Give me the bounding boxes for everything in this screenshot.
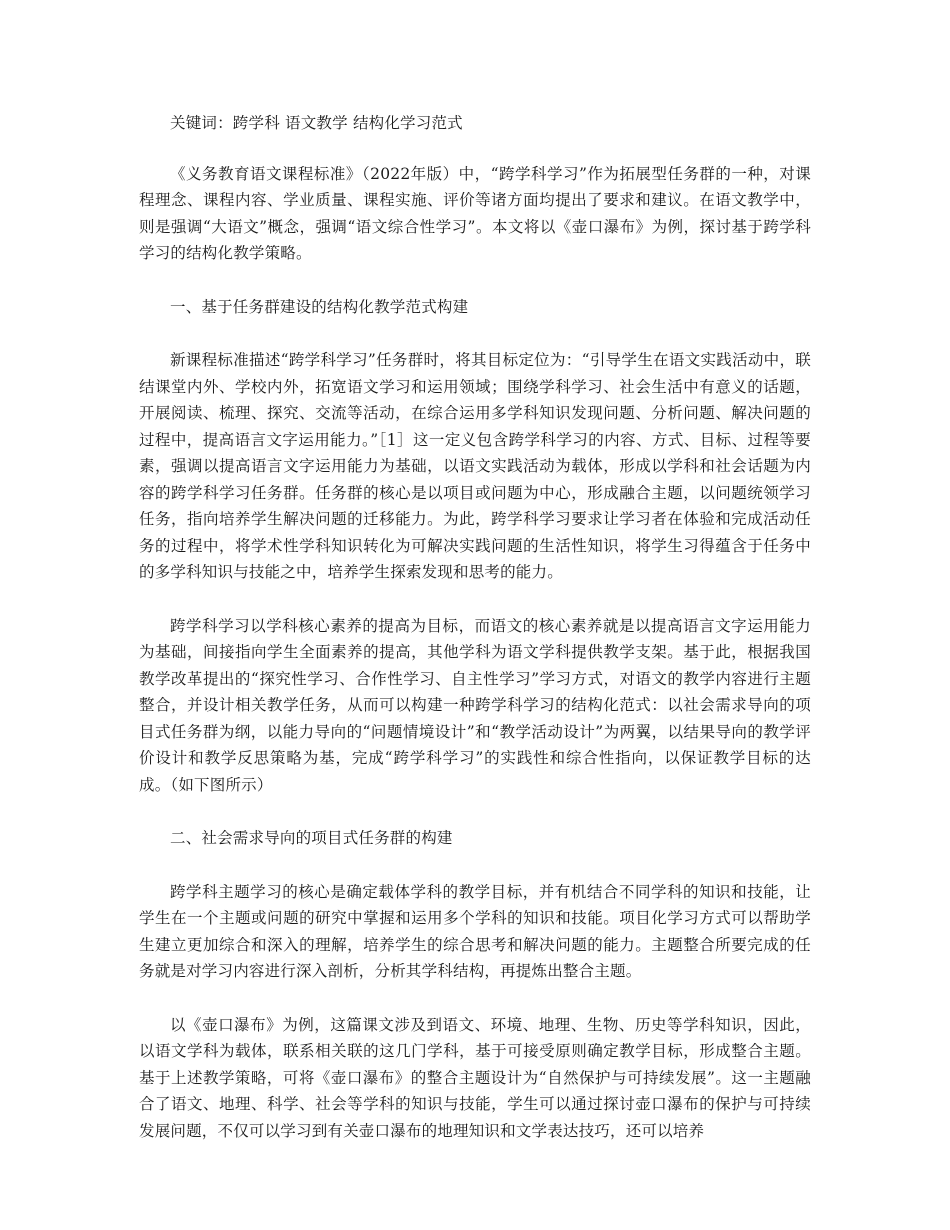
section-1-paragraph-2: 跨学科学习以学科核心素养的提高为目标，而语文的核心素养就是以提高语言文字运用能力为基础，间接指向学生全面素养的提高，其他学科为语文学科提供教学支架。基于此，根据我国教学改革提出的“探究性学习、合作性学习、自主性学习”学习方式，对语文的教学内容进行主题整合，并设计相关教学任务，从而可以构建一种跨学科学习的结构化范式：以社会需求导向的项目式任务群为纲，以能力导向的“问题情境设计”和“教学活动设计”为两翼，以结果导向的教学评价设计和教学反思策略为基，完成“跨学科学习”的实践性和综合性指向，以保证教学目标的达成。（如下图所示） [139,616,811,794]
section-1-heading: 一、基于任务群建设的结构化教学范式构建 [170,297,469,316]
section-2-heading: 二、社会需求导向的项目式任务群的构建 [170,829,453,847]
section-2-paragraph-1: 跨学科主题学习的核心是确定载体学科的教学目标，并有机结合不同学科的知识和技能，让学生在一个主题或问题的研究中掌握和运用多个学科的知识和技能。项目化学习方式可以帮助学生建立更加综合和深入的理解，培养学生的综合思考和解决问题的能力。主题整合所要完成的任务就是对学习内容进行深入剖析，分析其学科结构，再提炼出整合主题。 [139,882,811,980]
intro-paragraph: 《义务教育语文课程标准》（2022年版）中，“跨学科学习”作为拓展型任务群的一种，对课程理念、课程内容、学业质量、课程实施、评价等诸方面均提出了要求和建议。在语文教学中，则是强调“大语文”概念，强调“语文综合性学习”。本文将以《壶口瀑布》为例，探讨基于跨学科学习的结构化教学策略。 [139,164,811,262]
document-body [139,110,811,1144]
section-2-paragraph-2: 以《壶口瀑布》为例，这篇课文涉及到语文、环境、地理、生物、历史等学科知识，因此，以语文学科为载体，联系相关联的这几门学科，基于可接受原则确定教学目标，形成整合主题。基于上述教学策略，可将《壶口瀑布》的整合主题设计为“自然保护与可持续发展”。这一主题融合了语文、地理、科学、社会等学科的知识与技能，学生可以通过探讨壶口瀑布的保护与可持续发展问题，不仅可以学习到有关壶口瀑布的地理知识和文学表达技巧，还可以培养 [139,1015,811,1140]
keywords-line: 关键词：跨学科 语文教学 结构化学习范式 [170,114,463,132]
section-1-paragraph-1: 新课程标准描述“跨学科学习”任务群时，将其目标定位为：“引导学生在语文实践活动中，联结课堂内外、学校内外，拓宽语文学习和运用领域；围绕学科学习、社会生活中有意义的话题，开展阅读、梳理、探究、交流等活动，在综合运用多学科知识发现问题、分析问题、解决问题的过程中，提高语言文字运用能力。”［1］这一定义包含跨学科学习的内容、方式、目标、过程等要素，强调以提高语言文字运用能力为基础，以语文实践活动为载体，形成以学科和社会话题为内容的跨学科学习任务群。任务群的核心是以项目或问题为中心，形成融合主题，以问题统领学习任务，指向培养学生解决问题的迁移能力。为此，跨学科学习要求让学习者在体验和完成活动任务的过程中，将学术性学科知识转化为可解决实践问题的生活性知识，将学生习得蕴含于任务中的多学科知识与技能之中，培养学生探索发现和思考的能力。 [139,351,811,581]
